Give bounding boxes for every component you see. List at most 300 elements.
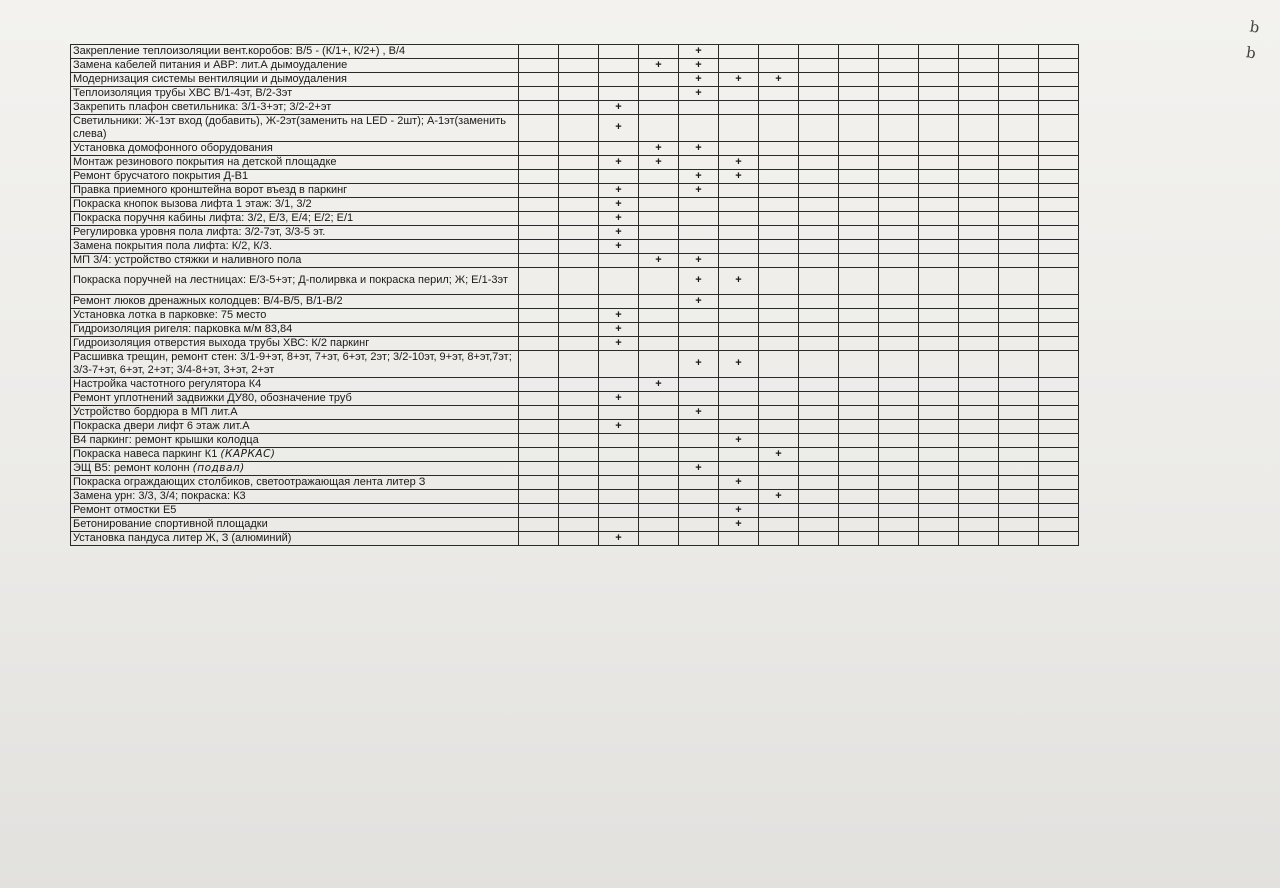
mark-cell [839,239,879,253]
plus-mark: + [599,531,639,545]
mark-cell [879,489,919,503]
work-description-cell [71,239,519,253]
mark-cell [799,58,839,72]
work-description-cell [71,489,519,503]
mark-cell [839,72,879,86]
mark-cell [639,294,679,308]
mark-cell [679,377,719,391]
mark-cell [1039,433,1079,447]
work-description-cell [71,183,519,197]
plus-mark: + [679,267,719,294]
table-row [71,86,1079,100]
table-row [71,239,1079,253]
mark-cell [1039,377,1079,391]
work-description-cell [71,211,519,225]
mark-cell [719,447,759,461]
mark-cell [799,169,839,183]
mark-cell [519,86,559,100]
mark-cell [879,58,919,72]
work-description-text: Установка домофонного оборудования [73,141,273,154]
mark-cell [919,58,959,72]
plus-mark: + [599,211,639,225]
mark-cell [759,225,799,239]
works-table [70,44,1079,546]
mark-cell [959,253,999,267]
work-description-text: Бетонирование спортивной площадки [73,517,268,530]
table-row [71,183,1079,197]
mark-cell [839,531,879,545]
mark-cell [759,433,799,447]
work-description-text: Гидроизоляция ригеля: парковка м/м 83,84 [73,322,293,335]
mark-cell [839,155,879,169]
mark-cell [639,433,679,447]
work-description-text: Закрепить плафон светильника: 3/1-3+эт; 3/2-2+эт [73,100,332,113]
mark-cell [679,308,719,322]
mark-cell [519,391,559,405]
mark-cell [919,461,959,475]
mark-cell [559,225,599,239]
plus-mark: + [719,503,759,517]
work-description-cell [71,308,519,322]
mark-cell [559,308,599,322]
table-row [71,197,1079,211]
mark-cell [1039,72,1079,86]
work-description-cell [71,433,519,447]
mark-cell [959,183,999,197]
mark-cell [759,169,799,183]
mark-cell [679,114,719,141]
mark-cell [959,433,999,447]
mark-cell [599,169,639,183]
mark-cell [959,391,999,405]
mark-cell [879,461,919,475]
mark-cell [839,141,879,155]
mark-cell [559,239,599,253]
mark-cell [559,169,599,183]
mark-cell [959,267,999,294]
mark-cell [1039,405,1079,419]
mark-cell [839,475,879,489]
mark-cell [599,433,639,447]
mark-cell [879,405,919,419]
table-row [71,377,1079,391]
table-row [71,211,1079,225]
mark-cell [519,169,559,183]
mark-cell [839,447,879,461]
mark-cell [919,322,959,336]
handwritten-note: (подвал) [192,461,245,474]
work-description-text: Гидроизоляция отверстия выхода трубы ХВС: К/2 паркинг [73,336,370,349]
mark-cell [759,405,799,419]
mark-cell [799,503,839,517]
mark-cell [559,447,599,461]
mark-cell [759,141,799,155]
mark-cell [919,447,959,461]
plus-mark: + [599,322,639,336]
mark-cell [639,489,679,503]
mark-cell [679,475,719,489]
mark-cell [599,405,639,419]
mark-cell [559,183,599,197]
mark-cell [999,503,1039,517]
mark-cell [1039,308,1079,322]
mark-cell [599,461,639,475]
mark-cell [519,141,559,155]
mark-cell [759,253,799,267]
mark-cell [519,58,559,72]
work-description-cell [71,58,519,72]
mark-cell [639,72,679,86]
mark-cell [639,197,679,211]
mark-cell [679,322,719,336]
mark-cell [1039,86,1079,100]
plus-mark: + [719,155,759,169]
mark-cell [599,503,639,517]
plus-mark: + [719,169,759,183]
mark-cell [719,239,759,253]
mark-cell [839,489,879,503]
mark-cell [879,155,919,169]
mark-cell [919,100,959,114]
mark-cell [559,433,599,447]
mark-cell [719,197,759,211]
mark-cell [959,350,999,377]
table-row [71,58,1079,72]
mark-cell [719,211,759,225]
work-description-text: Покраска кнопок вызова лифта 1 этаж: 3/1, 3/2 [73,197,312,210]
work-description-cell [71,336,519,350]
mark-cell [839,350,879,377]
plus-mark: + [719,267,759,294]
mark-cell [879,141,919,155]
plus-mark: + [639,155,679,169]
mark-cell [999,531,1039,545]
mark-cell [799,517,839,531]
table-row [71,253,1079,267]
mark-cell [799,447,839,461]
work-description-cell [71,155,519,169]
mark-cell [679,211,719,225]
mark-cell [839,336,879,350]
works-table-body [71,45,1079,546]
plus-mark: + [599,155,639,169]
plus-mark: + [599,225,639,239]
work-description-cell [71,461,519,475]
mark-cell [1039,267,1079,294]
mark-cell [919,517,959,531]
mark-cell [879,419,919,433]
mark-cell [879,322,919,336]
plus-mark: + [719,517,759,531]
mark-cell [879,169,919,183]
mark-cell [799,100,839,114]
mark-cell [639,267,679,294]
mark-cell [559,211,599,225]
mark-cell [999,336,1039,350]
work-description-text: Покраска ограждающих столбиков, светоотражающая лента литер З [73,475,426,488]
mark-cell [919,197,959,211]
mark-cell [719,114,759,141]
mark-cell [719,405,759,419]
mark-cell [959,197,999,211]
plus-mark: + [719,72,759,86]
mark-cell [999,141,1039,155]
mark-cell [919,114,959,141]
work-description-text: Установка пандуса литер Ж, З (алюминий) [73,531,292,544]
mark-cell [919,350,959,377]
mark-cell [519,447,559,461]
mark-cell [519,253,559,267]
work-description-cell [71,531,519,545]
mark-cell [719,183,759,197]
mark-cell [639,211,679,225]
mark-cell [799,72,839,86]
mark-cell [719,419,759,433]
mark-cell [559,141,599,155]
work-description-cell [71,322,519,336]
mark-cell [999,377,1039,391]
work-description-text: Настройка частотного регулятора К4 [73,377,262,390]
mark-cell [559,72,599,86]
mark-cell [639,322,679,336]
mark-cell [959,531,999,545]
mark-cell [999,517,1039,531]
mark-cell [799,391,839,405]
mark-cell [639,86,679,100]
mark-cell [719,377,759,391]
mark-cell [679,391,719,405]
mark-cell [879,183,919,197]
mark-cell [879,517,919,531]
mark-cell [679,503,719,517]
work-description-cell [71,141,519,155]
mark-cell [879,72,919,86]
mark-cell [839,197,879,211]
mark-cell [759,211,799,225]
mark-cell [919,169,959,183]
mark-cell [759,100,799,114]
mark-cell [999,419,1039,433]
table-row [71,517,1079,531]
work-description-cell [71,377,519,391]
mark-cell [759,322,799,336]
mark-cell [999,489,1039,503]
mark-cell [959,489,999,503]
mark-cell [839,45,879,59]
mark-cell [639,225,679,239]
mark-cell [999,322,1039,336]
mark-cell [919,267,959,294]
work-description-text: В4 паркинг: ремонт крышки колодца [73,433,259,446]
mark-cell [959,211,999,225]
mark-cell [1039,350,1079,377]
mark-cell [1039,294,1079,308]
mark-cell [599,294,639,308]
mark-cell [759,377,799,391]
mark-cell [679,433,719,447]
work-description-cell [71,114,519,141]
mark-cell [919,531,959,545]
mark-cell [799,405,839,419]
mark-cell [1039,141,1079,155]
mark-cell [1039,447,1079,461]
mark-cell [639,447,679,461]
table-row [71,419,1079,433]
mark-cell [719,225,759,239]
table-row [71,447,1079,461]
mark-cell [1039,419,1079,433]
mark-cell [919,211,959,225]
mark-cell [919,405,959,419]
mark-cell [879,377,919,391]
work-description-text: Покраска поручня кабины лифта: 3/2, Е/3, Е/4; Е/2; Е/1 [73,211,354,224]
work-description-text: Монтаж резинового покрытия на детской площадке [73,155,337,168]
mark-cell [639,517,679,531]
mark-cell [999,86,1039,100]
mark-cell [959,461,999,475]
mark-cell [1039,531,1079,545]
plus-mark: + [599,419,639,433]
mark-cell [959,419,999,433]
mark-cell [719,391,759,405]
mark-cell [519,475,559,489]
plus-mark: + [599,308,639,322]
plus-mark: + [759,447,799,461]
work-description-cell [71,267,519,294]
mark-cell [959,517,999,531]
mark-cell [999,475,1039,489]
plus-mark: + [679,86,719,100]
mark-cell [719,322,759,336]
mark-cell [719,86,759,100]
mark-cell [639,169,679,183]
mark-cell [879,503,919,517]
mark-cell [599,72,639,86]
mark-cell [799,45,839,59]
mark-cell [1039,475,1079,489]
work-description-cell [71,253,519,267]
table-row [71,141,1079,155]
work-description-cell [71,294,519,308]
mark-cell [919,419,959,433]
mark-cell [719,45,759,59]
mark-cell [519,183,559,197]
mark-cell [799,239,839,253]
mark-cell [959,155,999,169]
mark-cell [1039,169,1079,183]
plus-mark: + [639,253,679,267]
mark-cell [559,155,599,169]
mark-cell [759,391,799,405]
mark-cell [879,86,919,100]
mark-cell [999,100,1039,114]
corner-mark-2: b [1244,43,1258,63]
mark-cell [799,114,839,141]
table-row [71,322,1079,336]
mark-cell [999,197,1039,211]
mark-cell [839,433,879,447]
plus-mark: + [639,141,679,155]
mark-cell [719,489,759,503]
mark-cell [959,72,999,86]
table-row [71,350,1079,377]
mark-cell [839,405,879,419]
mark-cell [919,239,959,253]
mark-cell [759,503,799,517]
mark-cell [1039,58,1079,72]
mark-cell [639,308,679,322]
mark-cell [799,197,839,211]
mark-cell [839,391,879,405]
mark-cell [719,58,759,72]
mark-cell [639,391,679,405]
mark-cell [599,350,639,377]
mark-cell [999,211,1039,225]
plus-mark: + [599,336,639,350]
mark-cell [759,155,799,169]
work-description-cell [71,391,519,405]
mark-cell [719,141,759,155]
mark-cell [959,114,999,141]
table-row [71,503,1079,517]
mark-cell [559,377,599,391]
mark-cell [519,489,559,503]
mark-cell [759,517,799,531]
plus-mark: + [679,405,719,419]
mark-cell [879,225,919,239]
mark-cell [599,253,639,267]
table-row [71,114,1079,141]
plus-mark: + [679,45,719,59]
mark-cell [799,183,839,197]
mark-cell [519,267,559,294]
mark-cell [599,45,639,59]
work-description-text: Покраска двери лифт 6 этаж лит.А [73,419,250,432]
mark-cell [599,489,639,503]
mark-cell [719,461,759,475]
mark-cell [919,475,959,489]
mark-cell [999,405,1039,419]
work-description-text: Установка лотка в парковке: 75 место [73,308,267,321]
mark-cell [679,336,719,350]
mark-cell [719,253,759,267]
mark-cell [759,58,799,72]
work-description-cell [71,45,519,59]
mark-cell [639,350,679,377]
mark-cell [839,322,879,336]
plus-mark: + [759,489,799,503]
mark-cell [679,447,719,461]
mark-cell [759,183,799,197]
mark-cell [639,419,679,433]
mark-cell [639,405,679,419]
mark-cell [959,169,999,183]
mark-cell [839,58,879,72]
mark-cell [799,377,839,391]
mark-cell [719,531,759,545]
mark-cell [1039,100,1079,114]
table-row [71,405,1079,419]
mark-cell [599,58,639,72]
mark-cell [959,475,999,489]
mark-cell [799,419,839,433]
mark-cell [959,336,999,350]
work-description-cell [71,72,519,86]
mark-cell [519,114,559,141]
mark-cell [1039,461,1079,475]
mark-cell [679,239,719,253]
mark-cell [759,475,799,489]
